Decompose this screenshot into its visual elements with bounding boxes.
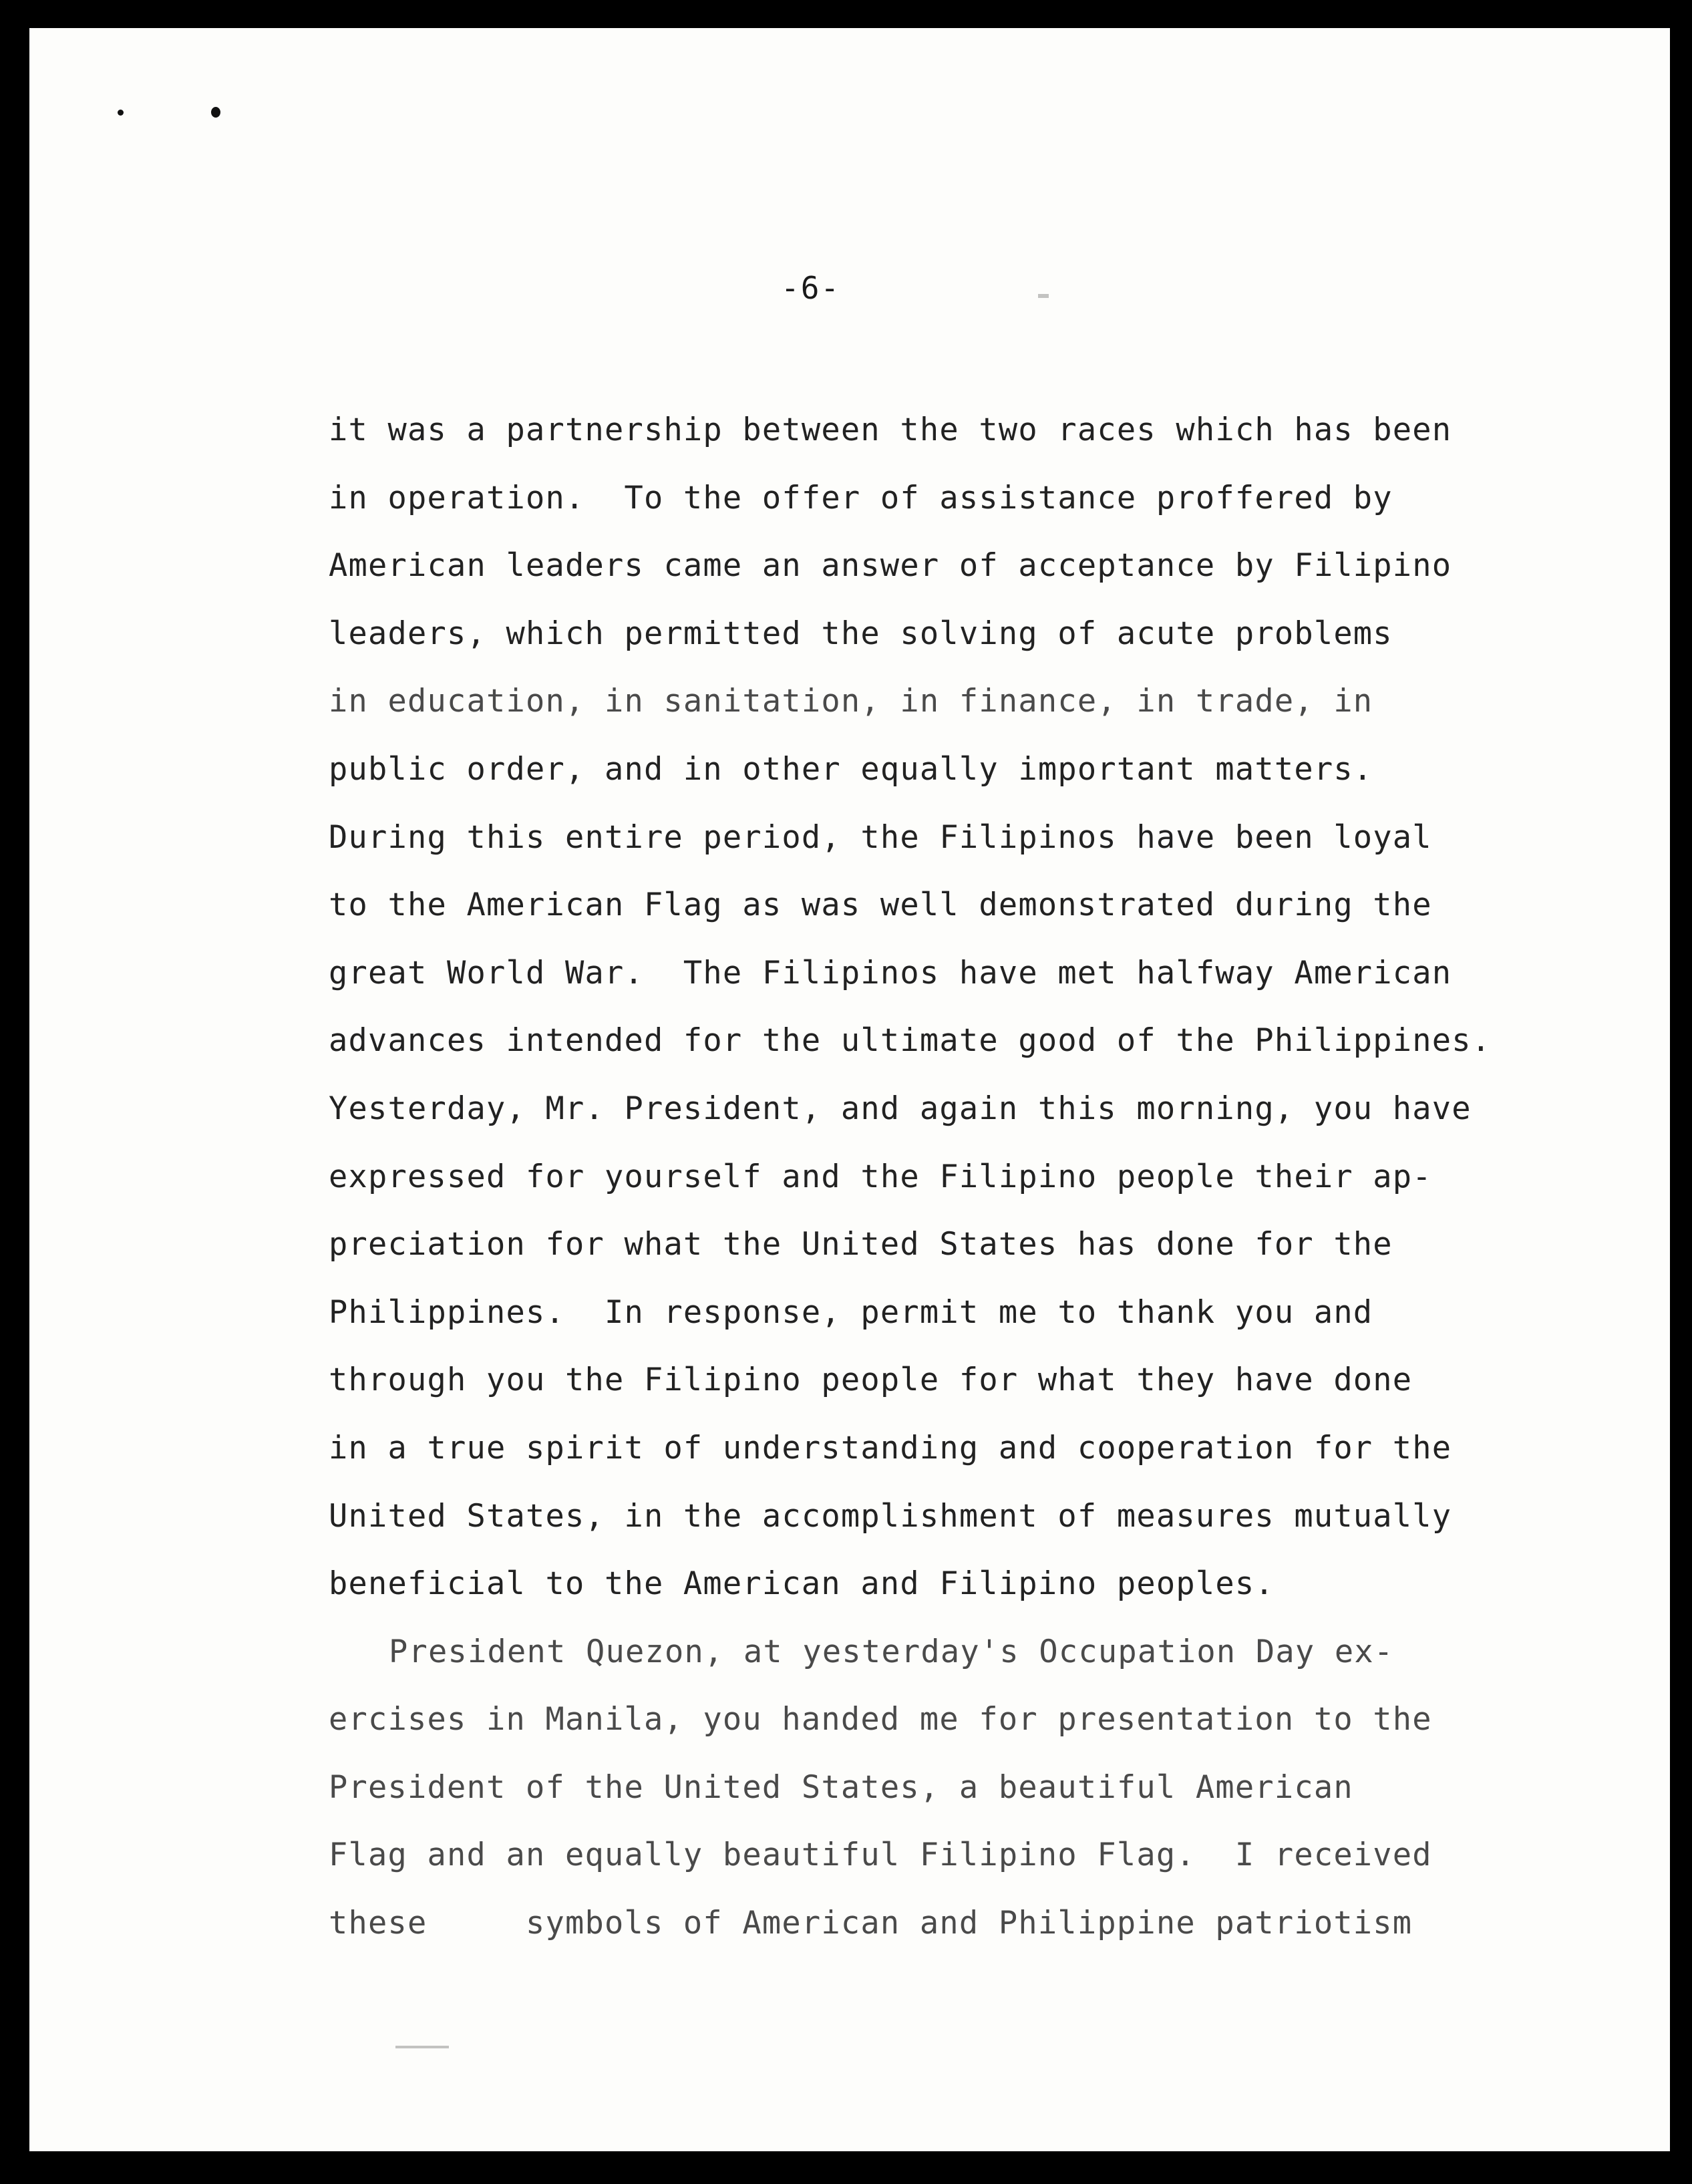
scan-smudge (395, 2046, 449, 2048)
text-line: beneficial to the American and Filipino peoples. (329, 1565, 1275, 1603)
text-line: American leaders came an answer of acceptance by Filipino (329, 547, 1452, 585)
text-line: Flag and an equally beautiful Filipino Flag. I received (329, 1837, 1432, 1874)
text-line: in education, in sanitation, in finance, in trade, in (329, 683, 1373, 720)
body-text (329, 410, 1531, 1972)
text-line: public order, and in other equally important matters. (329, 750, 1373, 788)
text-line: to the American Flag as was well demonstrated during the (329, 887, 1432, 924)
text-line: in operation. To the offer of assistance proffered by (329, 479, 1393, 516)
scan-smudge (1038, 294, 1049, 298)
text-line: United States, in the accomplishment of measures mutually (329, 1497, 1452, 1535)
text-line: through you the Filipino people for what they have done (329, 1362, 1413, 1399)
text-line: President of the United States, a beautiful American (329, 1768, 1353, 1806)
text-line: advances intended for the ultimate good of the Philippines. (329, 1022, 1492, 1060)
text-line: expressed for yourself and the Filipino people their ap- (329, 1158, 1432, 1195)
text-line: During this entire period, the Filipinos have been loyal (329, 818, 1432, 856)
text-line: Philippines. In response, permit me to thank you and (329, 1293, 1373, 1331)
text-line: great World War. The Filipinos have met halfway American (329, 954, 1452, 991)
text-line: leaders, which permitted the solving of acute problems (329, 615, 1393, 652)
text-line: President Quezon, at yesterday's Occupation Day ex- (389, 1633, 1394, 1670)
text-line: these symbols of American and Philippine patriotism (329, 1905, 1413, 1942)
text-line: ercises in Manila, you handed me for presentation to the (329, 1701, 1432, 1738)
page-number: -6- (781, 270, 841, 306)
scan-speck (211, 107, 220, 118)
scan-speck (118, 110, 124, 116)
document-page (29, 28, 1670, 2151)
text-line: Yesterday, Mr. President, and again this morning, you have (329, 1090, 1472, 1127)
text-line: preciation for what the United States has done for the (329, 1226, 1393, 1263)
text-line: it was a partnership between the two races which has been (329, 412, 1452, 448)
text-line: in a true spirit of understanding and cooperation for the (329, 1429, 1452, 1466)
